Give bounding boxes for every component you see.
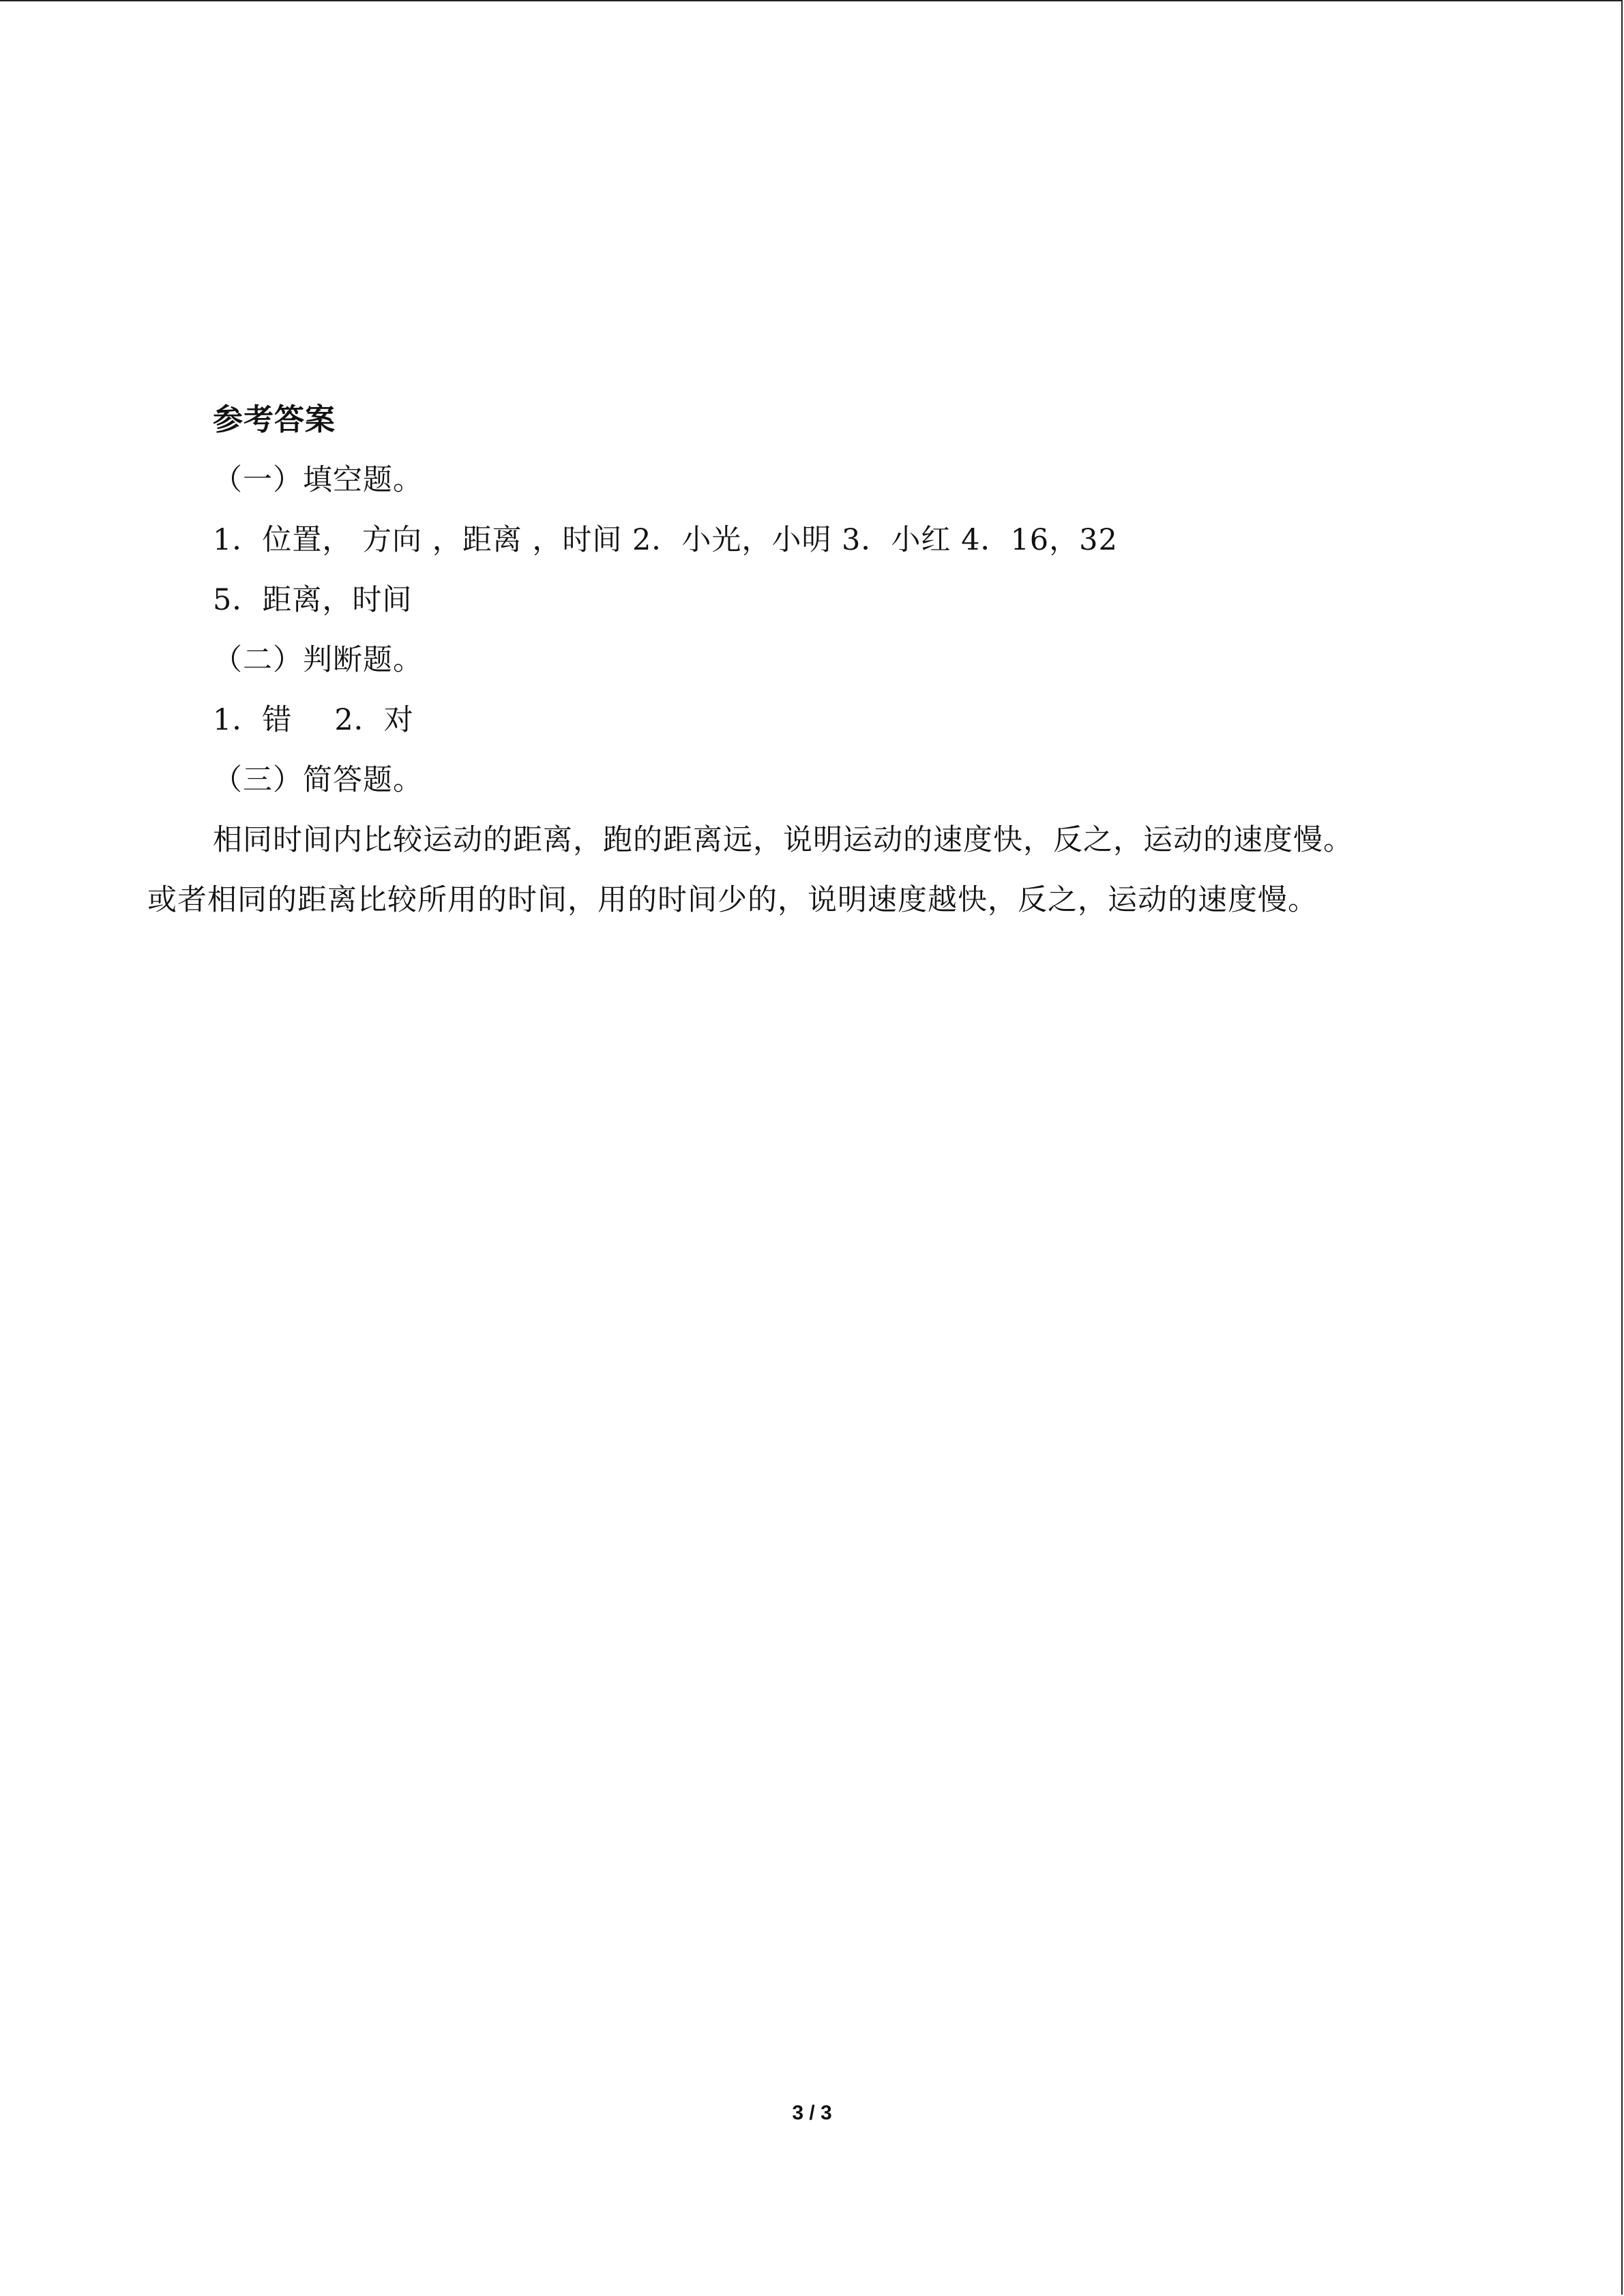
section-fill-in-title: （一）填空题。	[213, 463, 423, 497]
true-false-answer-1: 1．错	[213, 703, 293, 737]
true-false-answers	[147, 690, 1484, 750]
fill-in-answers-line-2: 5．距离，时间	[213, 583, 413, 617]
fill-in-answers-line-1: 1．位置， 方向 ，距离 ，时间 2．小光，小明 3．小红 4．16，32	[213, 523, 1118, 557]
short-answer-line-2: 或者相同的距离比较所用的时间，用的时间少的，说明速度越快，反之，运动的速度慢。	[147, 883, 1318, 917]
answer-key	[147, 390, 1484, 930]
true-false-answer-2: 2．对	[334, 703, 414, 737]
short-answer-line-1: 相同时间内比较运动的距离，跑的距离远，说明运动的速度快，反之，运动的速度慢。	[213, 823, 1353, 857]
section-true-false-title: （二）判断题。	[213, 643, 423, 677]
page-number: 3 / 3	[792, 2102, 832, 2124]
section-short-answer-title: （三）简答题。	[213, 763, 423, 797]
answer-key-heading: 参考答案	[213, 402, 336, 437]
